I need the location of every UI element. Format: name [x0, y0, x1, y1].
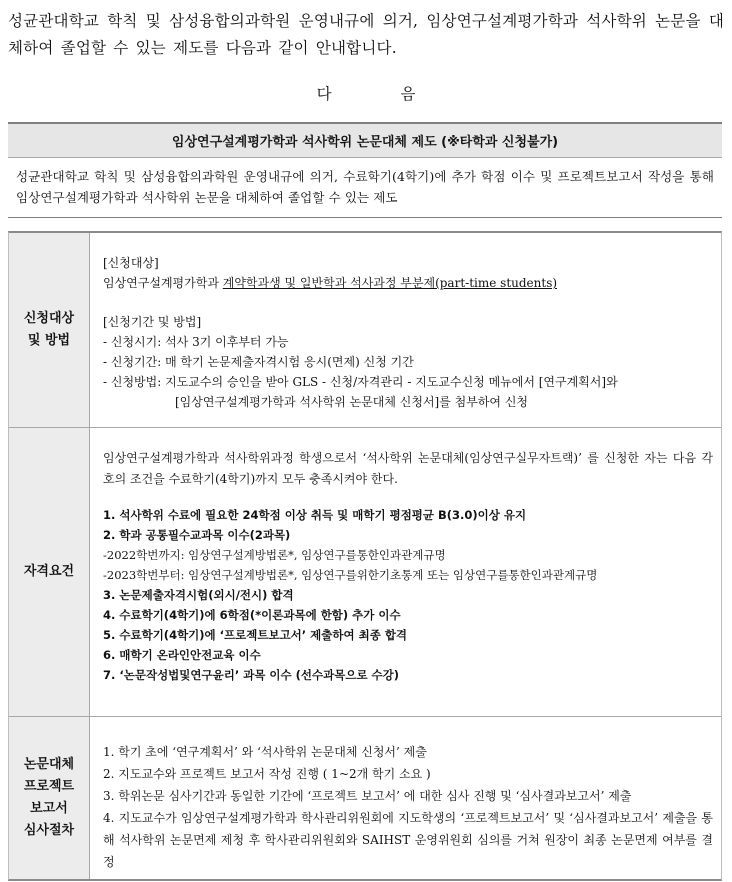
- qualify-item-3: 3. 논문제출자격시험(외시/전시) 합격: [103, 588, 294, 602]
- program-table: [8, 231, 722, 881]
- qualify-item-7: 7. ‘논문작성법및연구윤리’ 과목 이수 (선수과목으로 수강): [103, 668, 400, 682]
- qualify-item-2: 2. 학과 공통필수교과목 이수(2과목): [103, 528, 291, 542]
- qualify-item-4: 4. 수료학기(4학기)에 6학점(*이론과목에 한함) 추가 이수: [103, 608, 401, 622]
- row-qualify: [9, 428, 721, 717]
- review-step-2: 2. 지도교수와 프로젝트 보고서 작성 진행 ( 1~2개 학기 소요 ): [103, 767, 431, 781]
- row-label-qualify: [9, 428, 90, 716]
- period-line: - 신청기간: 매 학기 논문제출자격시험 응시(면제) 신청 기간: [103, 355, 414, 369]
- label-line: 논문대체: [23, 757, 75, 772]
- section-description: 성균관대학교 학칙 및 삼성융합의과학원 운영내규에 의거, 수료학기(4학기)에 추가 학점 이수 및 프로젝트보고서 작성을 통해 임상연구설계평가학과 석사학위 논문을 대체하여 졸업할 수 있는 제도: [8, 158, 722, 218]
- label-line: 자격요건: [23, 564, 75, 579]
- label-line: 프로젝트: [23, 779, 75, 794]
- target-prefix: 임상연구설계평가학과: [103, 276, 223, 290]
- target-underlined: 계약학과생 및 일반학과 석사과정 부분제(part-time students): [222, 276, 558, 290]
- qualify-item-5: 5. 수료학기(4학기)에 ‘프로젝트보고서’ 제출하여 최종 합격: [103, 628, 408, 642]
- label-line: 및 방법: [27, 333, 71, 348]
- review-step-3: 3. 학위논문 심사기간과 동일한 기간에 ‘프로젝트 보고서’ 에 대한 심사 진행 및 ‘심사결과보고서’ 제출: [103, 789, 632, 803]
- qualify-item-6: 6. 매학기 온라인안전교육 이수: [103, 648, 261, 662]
- method-line-1: - 신청방법: 지도교수의 승인을 받아 GLS - 신청/자격관리 - 지도교수신청 메뉴에서 [연구계획서]와: [103, 375, 618, 389]
- period-heading: [신청기간 및 방법]: [103, 315, 202, 329]
- section-title-bar: [8, 122, 722, 158]
- qualify-item-2-sub-1: -2022학번까지: 임상연구설계방법론*, 임상연구를통한인과관계규명: [103, 548, 446, 562]
- apply-content: [90, 233, 721, 427]
- qualify-intro: 임상연구설계평가학과 석사학위과정 학생으로서 ‘석사학위 논문대체(임상연구실무자트랙)’ 를 신청한 자는 다음 각 호의 조건을 수료학기(4학기)까지 모두 충족시켜야 한다.: [103, 451, 713, 486]
- target-heading: [신청대상]: [103, 256, 159, 270]
- qualify-item-2-sub-2: -2023학번부터: 임상연구설계방법론*, 임상연구를위한기초통계 또는 임상연구를통한인과관계규명: [103, 568, 598, 582]
- row-label-apply: [9, 233, 90, 427]
- heading-da-eum: 다 음: [316, 85, 416, 103]
- qualify-item-1: 1. 석사학위 수료에 필요한 24학점 이상 취득 및 매학기 평점평균 B(3.0)이상 유지: [103, 508, 527, 522]
- label-line: 보고서: [30, 801, 68, 816]
- qualify-content: [90, 428, 721, 716]
- review-step-4: 4. 지도교수가 임상연구설계평가학과 학사관리위원회에 지도학생의 ‘프로젝트보고서’ 및 ‘심사결과보고서’ 제출을 통해 석사학위 논문면제 제청 후 학사관리위원회와 SAIHST 운영위원회 심의를 거쳐 원장이 최종 논문면제 여부를 결정: [103, 811, 713, 869]
- label-line: 심사절차: [23, 823, 75, 838]
- row-apply: [9, 233, 721, 428]
- target-line: [103, 273, 713, 293]
- label-line: 신청대상: [23, 311, 75, 326]
- review-step-1: 1. 학기 초에 ‘연구계획서’ 와 ‘석사학위 논문대체 신청서’ 제출: [103, 745, 427, 759]
- method-line-2: [임상연구설계평가학과 석사학위 논문대체 신청서]를 첨부하여 신청: [175, 395, 529, 409]
- section-title: 임상연구설계평가학과 석사학위 논문대체 제도 (※타학과 신청불가): [171, 135, 559, 150]
- timing-line: - 신청시기: 석사 3기 이후부터 가능: [103, 335, 289, 349]
- intro-paragraph: 성균관대학교 학칙 및 삼성융합의과학원 운영내규에 의거, 임상연구설계평가학과 석사학위 논문을 대체하여 졸업할 수 있는 제도를 다음과 같이 안내합니다.: [8, 12, 724, 57]
- row-review: [9, 717, 721, 879]
- review-content: [90, 717, 721, 879]
- row-label-review: [9, 717, 90, 879]
